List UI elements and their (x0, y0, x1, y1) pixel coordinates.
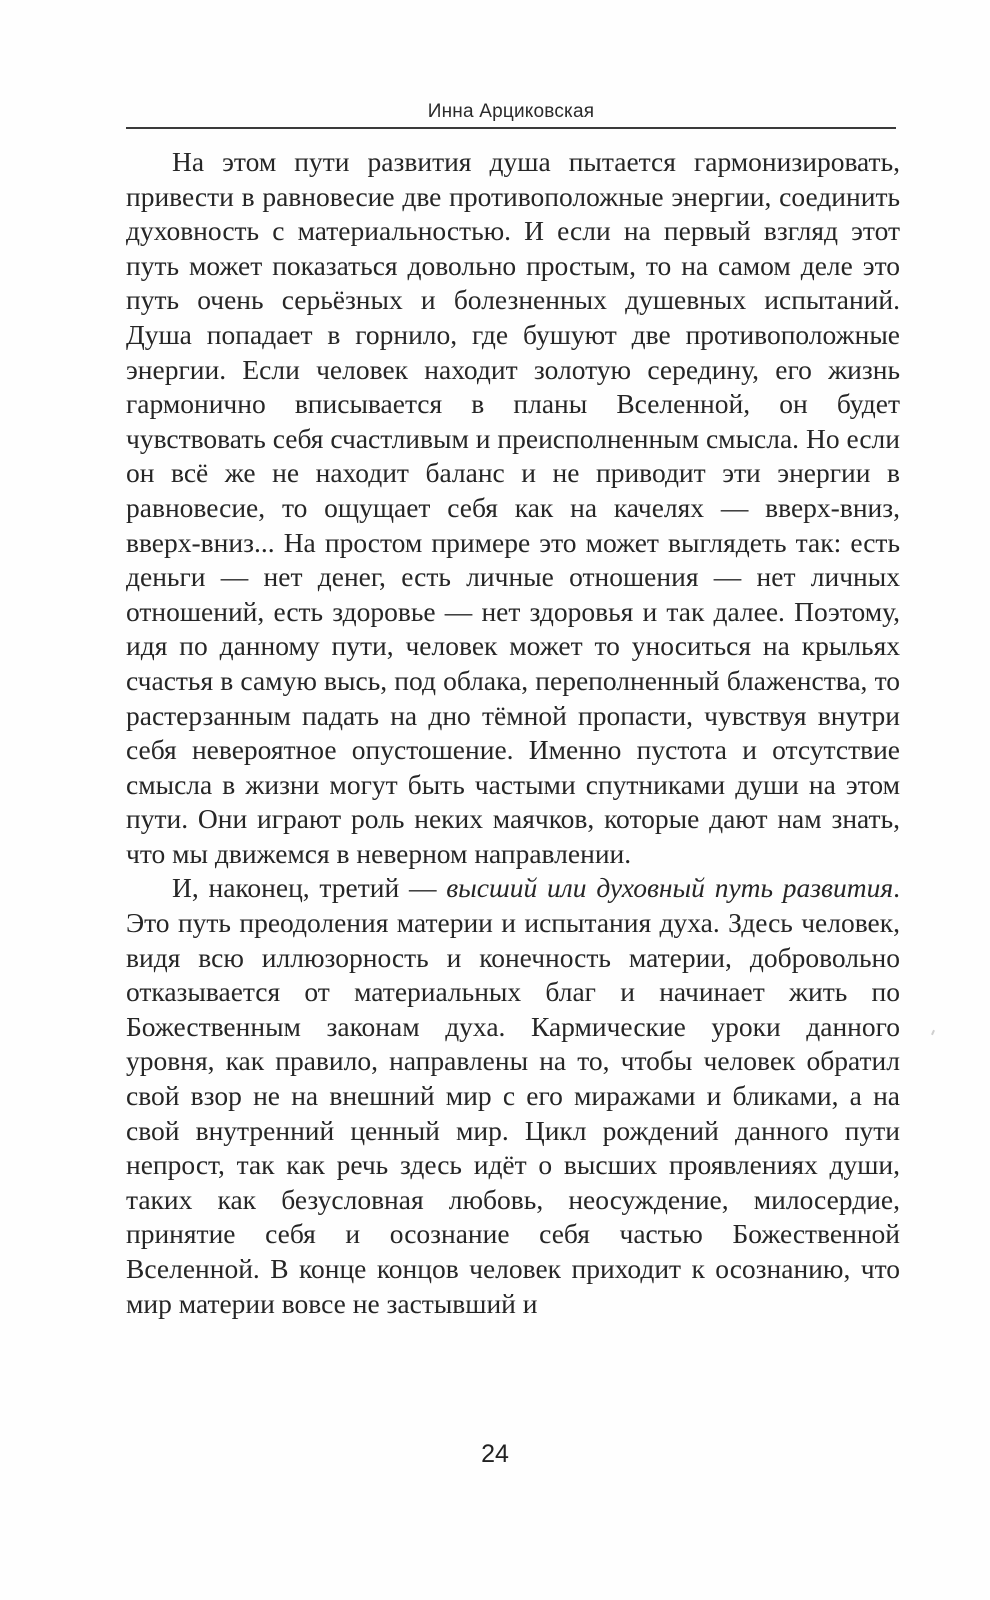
body-text (126, 145, 900, 1321)
header-rule (126, 127, 896, 129)
paragraph-1: На этом пути развития душа пытается гармонизировать, привести в равновесие две противоположные энергии, соединить духовность с материальностью. И если на первый взгляд этот путь может показаться довольно простым, то на самом деле это путь очень серьёзных и болезненных душевных испытаний. Душа попадает в горнило, где бушуют две противоположные энергии. Если человек находит золотую середину, его жизнь гармонично вписывается в планы Вселенной, он будет чувствовать себя счастливым и преисполненным смысла. Но если он всё же не находит баланс и не приводит эти энергии в равновесие, то ощущает себя как на качелях — вверх-вниз, вверх-вниз... На простом примере это может выглядеть так: есть деньги — нет денег, есть личные отношения — нет личных отношений, есть здоровье — нет здоровья и так далее. Поэтому, идя по данному пути, человек может то уноситься на крыльях счастья в самую высь, под облака, переполненный блаженства, то растерзанным падать на дно тёмной пропасти, чувствуя внутри себя невероятное опустошение. Именно пустота и отсутствие смысла в жизни могут быть частыми спутниками души на этом пути. Они играют роль неких маячков, которые дают нам знать, что мы движемся в неверном направлении. (126, 146, 900, 869)
paragraph-2-rest: . Это путь преодоления материи и испытания духа. Здесь человек, видя всю иллюзорность и конечность материи, добровольно отказывается от материальных благ и начинает жить по Божественным законам духа. Кармические уроки данного уровня, как правило, направлены на то, чтобы человек обратил свой взор не на внешний мир с его миражами и бликами, а на свой внутренний ценный мир. Цикл рождений данного пути непрост, так как речь здесь идёт о высших проявлениях души, таких как безусловная любовь, неосуждение, милосердие, принятие себя и осознание себя частью Божественной Вселенной. В конце концов человек приходит к осознанию, что мир материи вовсе не застывший и (126, 872, 900, 1319)
running-head-author: Инна Арциковская (427, 101, 595, 122)
paragraph-2-lead: И, наконец, третий — (172, 872, 447, 904)
paper-speck (931, 1030, 935, 1035)
paragraph-2 (126, 871, 900, 1321)
paragraph-2-emphasis: высший или духовный путь развития (446, 872, 894, 904)
page-number: 24 (481, 1440, 509, 1468)
